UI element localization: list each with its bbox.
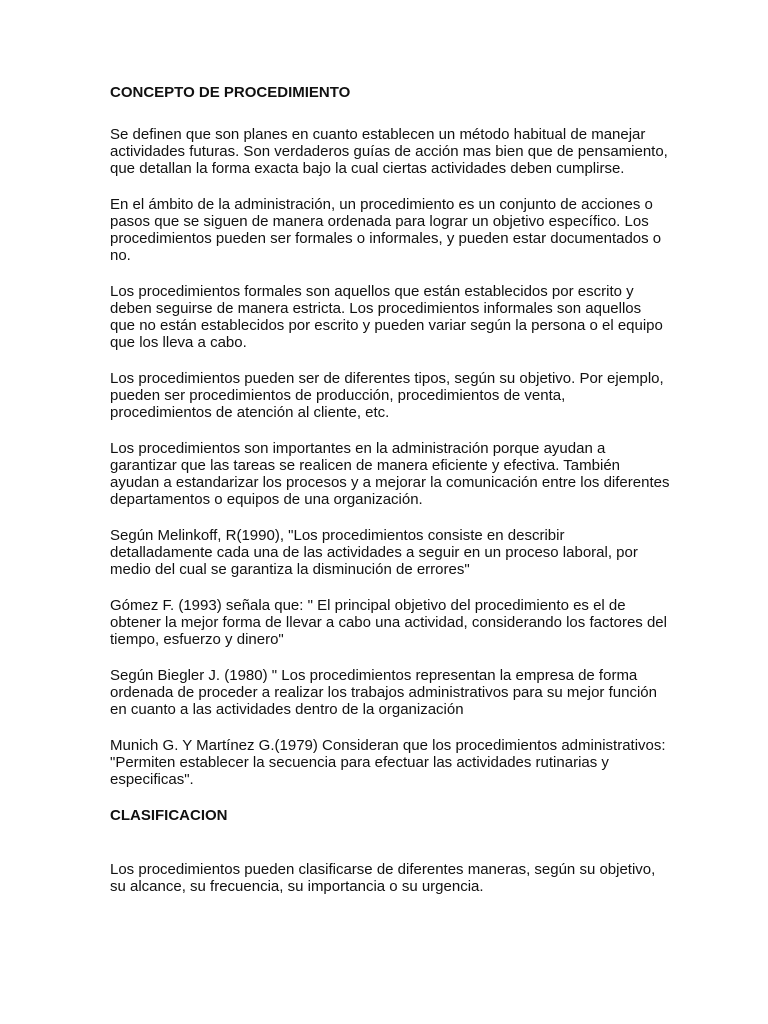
heading-clasificacion: CLASIFICACION xyxy=(110,807,228,824)
paragraph-biegler: Según Biegler J. (1980) " Los procedimientos representan la empresa de forma ordenada de proceder a realizar los trabajos administrativos para su mejor función en cuanto a las actividades dentro de la organización xyxy=(110,667,657,718)
paragraph-gomez: Gómez F. (1993) señala que: " El principal objetivo del procedimiento es el de obtener la mejor forma de llevar a cabo una actividad, considerando los factores del tiempo, esfuerzo y dinero" xyxy=(110,597,667,648)
paragraph-formales-informales: Los procedimientos formales son aquellos que están establecidos por escrito y deben seguirse de manera estricta. Los procedimientos informales son aquellos que no están establecidos por escrito y pueden variar según la persona o el equipo que los lleva a cabo. xyxy=(110,283,663,351)
paragraph-definicion: Se definen que son planes en cuanto establecen un método habitual de manejar actividades futuras. Son verdaderos guías de acción mas bien que de pensamiento, que detallan la forma exacta bajo la cual ciertas actividades deben cumplirse. xyxy=(110,126,668,177)
paragraph-clasificacion: Los procedimientos pueden clasificarse de diferentes maneras, según su objetivo, su alcance, su frecuencia, su importancia o su urgencia. xyxy=(110,861,656,895)
paragraph-melinkoff: Según Melinkoff, R(1990), "Los procedimientos consiste en describir detalladamente cada una de las actividades a seguir en un proceso laboral, por medio del cual se garantiza la disminución de errores" xyxy=(110,527,638,578)
document-body xyxy=(110,84,670,895)
paragraph-ambito-administracion: En el ámbito de la administración, un procedimiento es un conjunto de acciones o pasos que se siguen de manera ordenada para lograr un objetivo específico. Los procedimientos pueden ser formales o informales, y pueden estar documentados o no. xyxy=(110,196,662,264)
paragraph-tipos: Los procedimientos pueden ser de diferentes tipos, según su objetivo. Por ejemplo, pueden ser procedimientos de producción, procedimientos de venta, procedimientos de atención al cliente, etc. xyxy=(110,370,664,421)
heading-concepto-de-procedimiento: CONCEPTO DE PROCEDIMIENTO xyxy=(110,84,351,101)
paragraph-munich-martinez: Munich G. Y Martínez G.(1979) Consideran que los procedimientos administrativos: "Permiten establecer la secuencia para efectuar las actividades rutinarias y especificas". xyxy=(110,737,666,788)
paragraph-importancia: Los procedimientos son importantes en la administración porque ayudan a garantizar que las tareas se realicen de manera eficiente y efectiva. También ayudan a estandarizar los procesos y a mejorar la comunicación entre los diferentes departamentos o equipos de una organización. xyxy=(110,440,670,508)
